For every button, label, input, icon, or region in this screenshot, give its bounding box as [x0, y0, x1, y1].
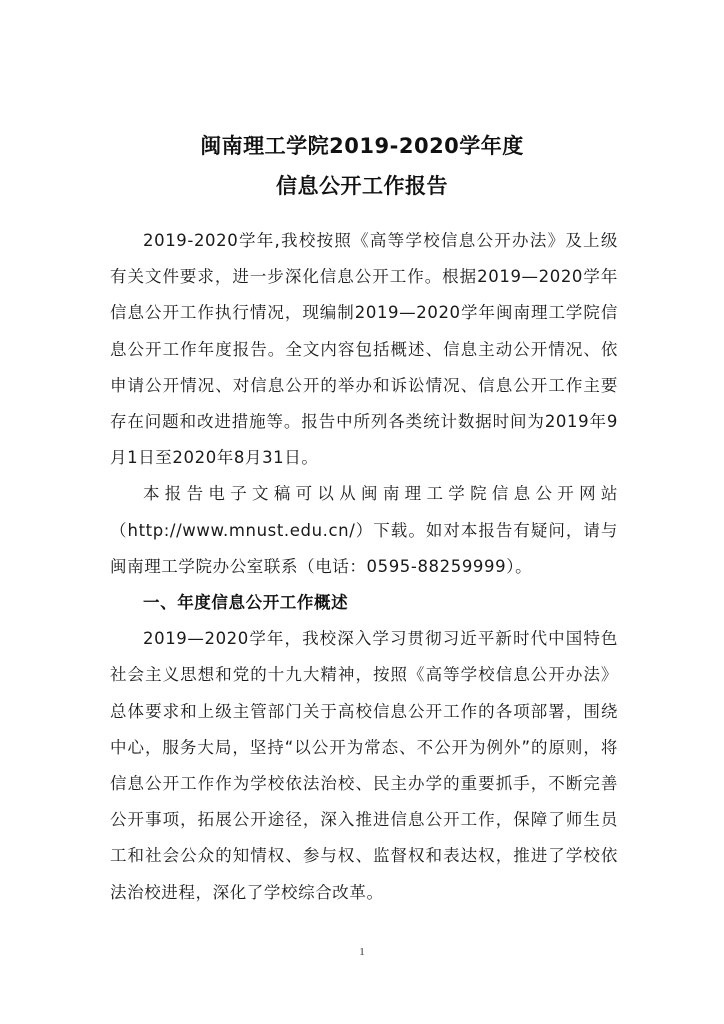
page-number: 1 [359, 946, 365, 958]
download-contact-paragraph: 本报告电子文稿可以从闽南理工学院信息公开网站（http://www.mnust.edu.cn/）下载。如对本报告有疑问，请与闽南理工学院办公室联系（电话：0595-88259999）。 [110, 484, 618, 576]
report-title-line-1: 闽南理工学院2019-2020学年度 [200, 134, 524, 158]
report-title-line-2: 信息公开工作报告 [276, 174, 448, 198]
section-1-heading: 一、年度信息公开工作概述 [143, 593, 349, 613]
section-1-paragraph: 2019—2020学年，我校深入学习贯彻习近平新时代中国特色社会主义思想和党的十九大精神，按照《高等学校信息公开办法》总体要求和上级主管部门关于高校信息公开工作的各项部署，围绕中心，服务大局，坚持“以公开为常态、不公开为例外”的原则，将信息公开工作作为学校依法治校、民主办学的重要抓手，不断完善公开事项，拓展公开途径，深入推进信息公开工作，保障了师生员工和社会公众的知情权、参与权、监督权和表达权，推进了学校依法治校进程，深化了学校综合改革。 [110, 629, 618, 902]
intro-paragraph: 2019-2020学年,我校按照《高等学校信息公开办法》及上级有关文件要求，进一步深化信息公开工作。根据2019—2020学年信息公开工作执行情况，现编制2019—2020学年闽南理工学院信息公开工作年度报告。全文内容包括概述、信息主动公开情况、依申请公开情况、对信息公开的举办和诉讼情况、信息公开工作主要存在问题和改进措施等。报告中所列各类统计数据时间为2019年9月1日至2020年8月31日。 [110, 231, 618, 468]
report-body [110, 223, 618, 911]
